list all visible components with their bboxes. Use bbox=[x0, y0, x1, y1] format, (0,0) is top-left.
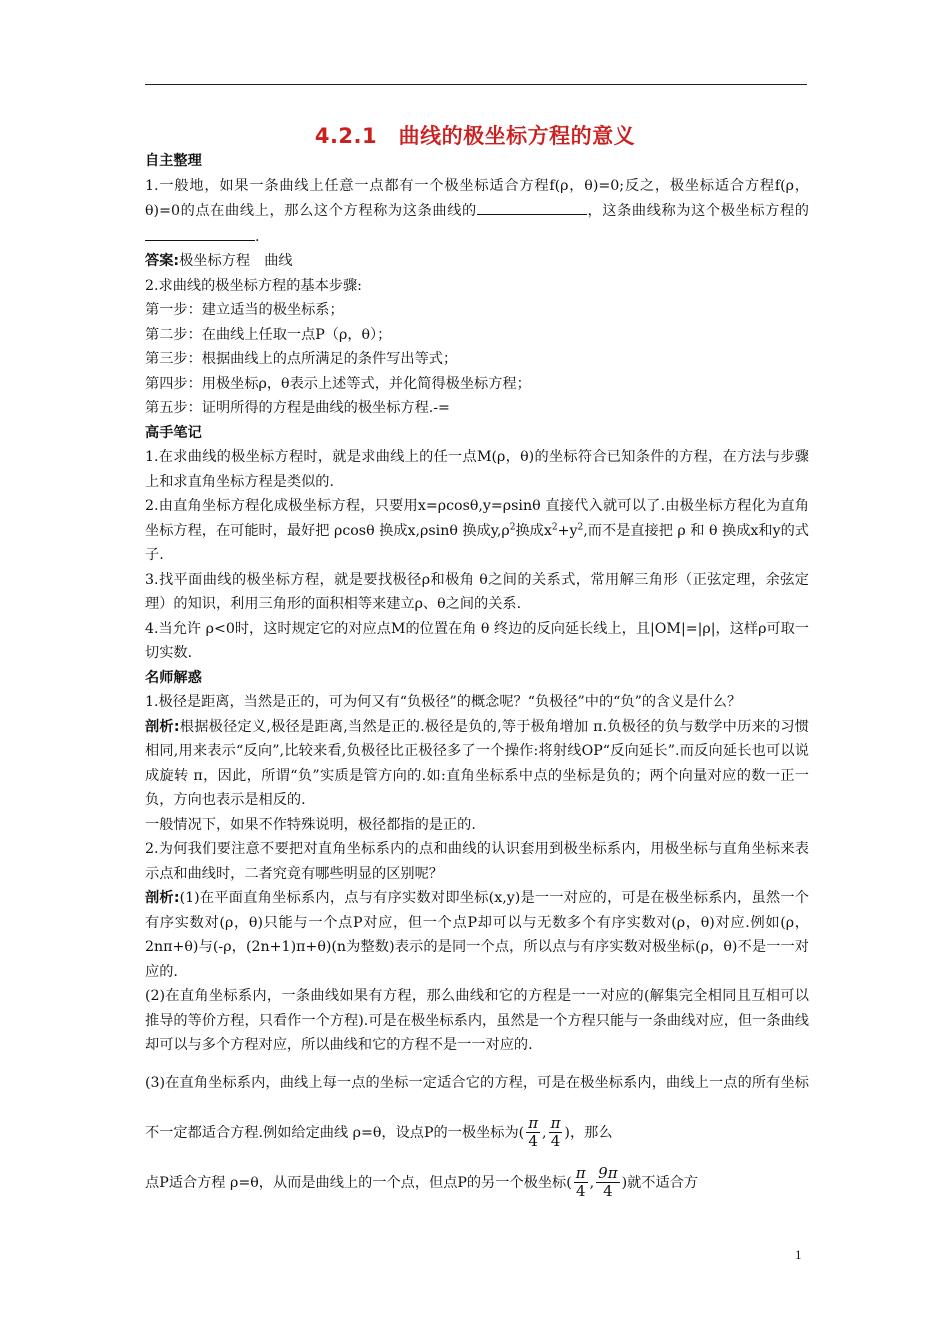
header-rule bbox=[145, 84, 807, 85]
fraction-pi-over-4: $\frac{\pi}{4}$ bbox=[550, 1114, 561, 1150]
analysis-2-part-1: 剖析:(1)在平面直角坐标系内，点与有序实数对即坐标(x,y)是一一对应的，可是在极坐标系内，虽然一个有序实数对(ρ，θ)只能与一个点P对应，但一个点P却可以与无数多个有序实数对(ρ，θ)对应.例如(ρ，2nπ+θ)与(-ρ，(2n+1)π+θ)(n为整数)表示的是同一个点，所以点与有序实数对极坐标(ρ，θ)不是一一对应的. bbox=[145, 890, 809, 980]
analysis-2-part-2: (2)在直角坐标系内，一条曲线如果有方程，那么曲线和它的方程是一一对应的(解集完全相同且互相可以推导的等价方程，只看作一个方程).可是在极坐标系内，虽然是一个方程只能与一条曲线对应，但一条曲线却可以与多个方程对应，所以曲线和它的方程不是一一对应的. bbox=[145, 988, 809, 1053]
analysis-2-part-3: (3)在直角坐标系内，曲线上每一点的坐标一定适合它的方程，可是在极坐标系内，曲线上一点的所有坐标不一定都适合方程.例如给定曲线 ρ=θ，设点P的一极坐标为( $\frac{\pi}{4}$ , $\frac{\pi}{4}$ )，那么 点P适合方程 ρ=θ，从而是曲线上的一个点，但点P的另一个极坐标( $\frac{\pi}{4}$ , $\frac{9\pi}{4}$ )就不适合方 bbox=[145, 1074, 809, 1200]
analysis-label: 剖析: bbox=[145, 718, 180, 735]
question-2: 2.为何我们要注意不要把对直角坐标系内的点和曲线的认识套用到极坐标系内，用极坐标与直角坐标来表示点和曲线时，二者究竟有哪些明显的区别呢？ bbox=[145, 841, 809, 882]
fill-blank-2 bbox=[145, 224, 255, 241]
document-body bbox=[145, 149, 809, 1208]
question-1: 1.极径是距离，当然是正的，可为何又有“负极径”的概念呢？“负极径”中的“负”的含义是什么？ bbox=[145, 694, 742, 710]
page-title: 4.2.1 曲线的极坐标方程的意义 bbox=[314, 124, 636, 148]
note-1: 1.在求曲线的极坐标方程时，就是求曲线上的任一点M(ρ，θ)的坐标符合已知条件的方程，在方法与步骤上和求直角坐标方程是类似的. bbox=[145, 449, 809, 490]
step-4: 第四步：用极坐标ρ，θ表示上述等式，并化简得极坐标方程； bbox=[145, 375, 531, 392]
section-heading-notes: 高手笔记 bbox=[145, 424, 202, 441]
fraction-9pi-over-4: $\frac{9\pi}{4}$ bbox=[598, 1164, 618, 1200]
step-5: 第五步：证明所得的方程是曲线的极坐标方程.-= bbox=[145, 400, 450, 416]
step-1: 第一步：建立适当的极坐标系； bbox=[145, 302, 344, 318]
steps-intro: 2.求曲线的极坐标方程的基本步骤: bbox=[145, 277, 362, 294]
answer-line bbox=[145, 249, 809, 274]
paragraph-definition: 1.一般地，如果一条曲线上任意一点都有一个极坐标适合方程f(ρ，θ)=0;反之，极坐标适合方程f(ρ，θ)=0的点在曲线上，那么这个方程称为这条曲线的 ，这条曲线称为这个极坐标方程的. bbox=[145, 177, 809, 245]
answer-label: 答案: bbox=[145, 253, 180, 269]
section-heading-explanations: 名师解惑 bbox=[145, 669, 202, 686]
note-2: 2.由直角坐标方程化成极坐标方程，只要用x=ρcosθ,y=ρsinθ 直接代入就可以了.由极坐标方程化为直角坐标方程，在可能时，最好把 ρcosθ 换成x,ρsinθ 换成$y,\rho^2$换成$x^2+y^2$,而不是直接把 ρ 和 θ 换成x和y的式子. bbox=[145, 498, 809, 563]
step-2: 第二步：在曲线上任取一点P（ρ，θ）； bbox=[145, 326, 392, 343]
step-3: 第三步：根据曲线上的点所满足的条件写出等式； bbox=[145, 351, 458, 367]
analysis-1: 剖析:根据极径定义,极径是距离,当然是正的.极径是负的,等于极角增加 π.负极径的负与数学中历来的习惯相同,用来表示“反向”,比较来看,负极径比正极径多了一个操作:将射线OP“反向延长”.而反向延长也可以说成旋转 π，因此，所谓“负”实质是管方向的.如:直角坐标系中点的坐标是负的；两个向量对应的数一正一负，方向也表示是相反的. bbox=[145, 718, 809, 808]
note-3: 3.找平面曲线的极坐标方程，就是要找极径ρ和极角 θ之间的关系式，常用解三角形（正弦定理，余弦定理）的知识，利用三角形的面积相等来建立ρ、θ之间的关系. bbox=[145, 571, 809, 612]
fill-blank-1 bbox=[477, 198, 587, 215]
page-number: 1 bbox=[795, 1247, 802, 1262]
note-4: 4.当允许 ρ<0时，这时规定它的对应点M的位置在角 θ 终边的反向延长线上，且|OM|=|ρ|，这样ρ可取一切实数. bbox=[145, 620, 809, 661]
fraction-pi-over-4: $\frac{\pi}{4}$ bbox=[575, 1164, 586, 1200]
fraction-pi-over-4: $\frac{\pi}{4}$ bbox=[528, 1114, 539, 1150]
analysis-1-note: 一般情况下，如果不作特殊说明，极径都指的是正的. bbox=[145, 816, 476, 833]
analysis-label: 剖析: bbox=[145, 890, 180, 906]
answer-text: 极坐标方程 曲线 bbox=[179, 253, 293, 269]
section-heading-self-study: 自主整理 bbox=[145, 153, 202, 169]
